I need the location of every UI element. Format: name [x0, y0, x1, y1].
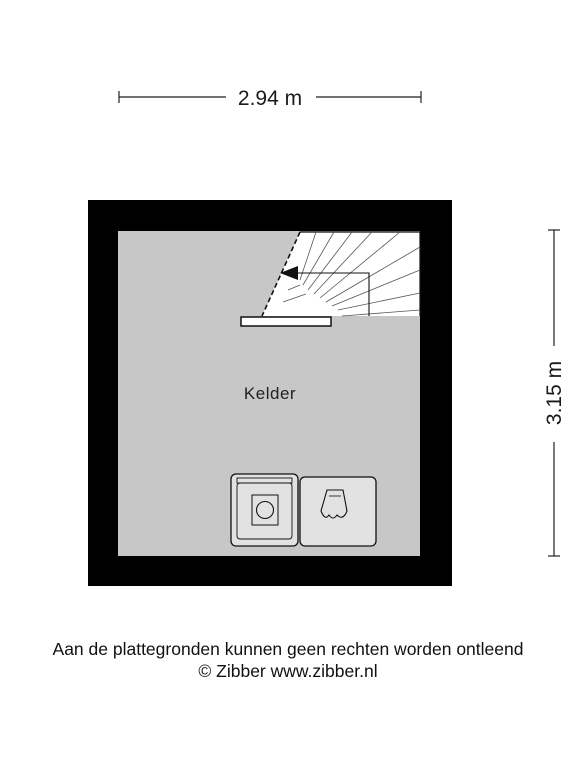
height-dimension — [543, 230, 566, 556]
width-dimension — [119, 87, 421, 110]
washing-machine-icon — [231, 474, 298, 546]
dryer-icon — [300, 477, 376, 546]
disclaimer-text: Aan de plattegronden kunnen geen rechten worden ontleend — [52, 639, 524, 659]
width-label: 2.94 m — [237, 87, 303, 110]
height-label: 3.15 m — [543, 360, 566, 426]
copyright-text: © Zibber www.zibber.nl — [198, 661, 378, 681]
room-label: Kelder — [243, 384, 297, 403]
